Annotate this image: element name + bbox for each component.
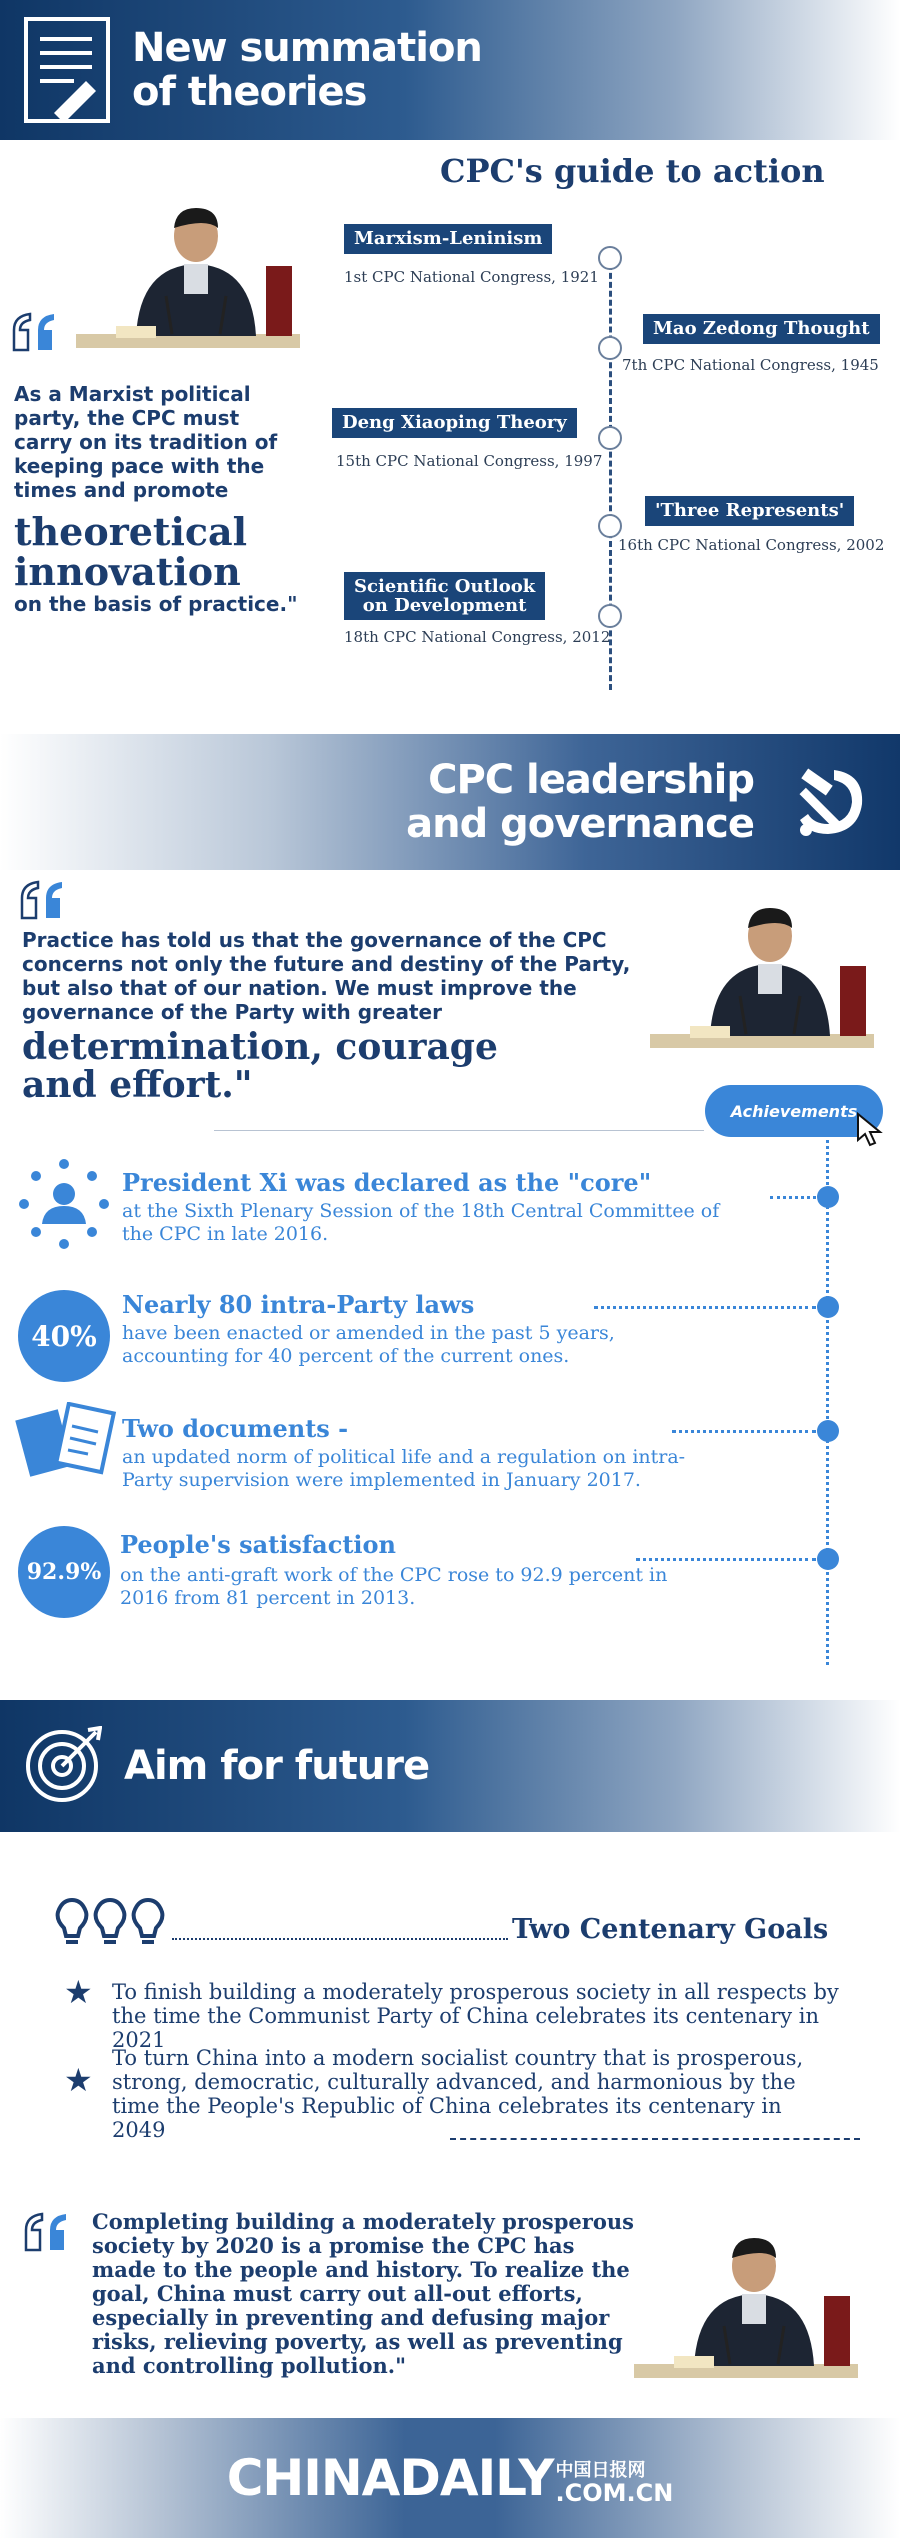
documents-icon (14, 1402, 118, 1480)
timeline-node (598, 604, 622, 628)
achievement-body: an updated norm of political life and a regulation on intra-Party supervision were implemented in January 2017. (122, 1446, 686, 1491)
lightbulb-icons (54, 1898, 174, 1950)
people-core-icon (18, 1158, 110, 1250)
achievement-body: on the anti-graft work of the CPC rose to 92.9 percent in 2016 from 81 percent in 2013. (120, 1564, 668, 1609)
guide-title: CPC's guide to action (440, 152, 825, 190)
achievement-title: Nearly 80 intra-Party laws (122, 1290, 475, 1319)
future-quote: Completing building a moderately prosperous society by 2020 is a promise the CPC has made to the people and history. To realize the goal, China must carry out all-out efforts, especially in preventing and defusing major risks, relieving poverty, as well as preventing and controlling pollution." (92, 2209, 634, 2378)
timeline-label-marxism: Marxism-Leninism (344, 224, 552, 254)
star-icon: ★ (64, 2061, 93, 2099)
section2-title: CPC leadership and governance (406, 757, 754, 847)
governance-quote: Practice has told us that the governance of the CPC concerns not only the future and destiny of the Party, but also that of our nation. We must improve the governance of the Party with greater determination, courage and effort." (22, 928, 631, 1106)
target-icon (22, 1726, 102, 1806)
chinadaily-logo: CHINADAILY 中国日报网 .COM.CN (226, 2449, 674, 2507)
intro-quote: As a Marxist political party, the CPC must carry on its tradition of keeping pace with the times and promote theoretical innovation on the basis of practice." (14, 382, 298, 616)
section3-title: Aim for future (124, 1743, 430, 1789)
achievement-body: at the Sixth Plenary Session of the 18th Central Committee of the CPC in late 2016. (122, 1200, 720, 1245)
timeline-caption: 15th CPC National Congress, 1997 (336, 452, 603, 470)
goal-item: To finish building a moderately prosperous society in all respects by the time the Communist Party of China celebrates its centenary in 2021 (112, 1980, 839, 2052)
timeline-label-deng: Deng Xiaoping Theory (332, 408, 577, 438)
dashed-line (450, 2138, 860, 2140)
connector (672, 1430, 816, 1433)
footer-banner (0, 2418, 900, 2538)
document-icon (24, 17, 110, 123)
timeline-node (598, 246, 622, 270)
timeline-label-three-represents: 'Three Represents' (645, 496, 854, 526)
section3-banner (0, 1700, 900, 1832)
achievement-title: People's satisfaction (120, 1530, 396, 1559)
quote-icon (24, 2212, 72, 2252)
section1-banner (0, 0, 900, 140)
quote-icon (20, 880, 68, 920)
timeline-dot (817, 1296, 839, 1318)
section1-title: New summation of theories (132, 25, 482, 115)
timeline-dot (817, 1186, 839, 1208)
speaker-photo (634, 2226, 858, 2386)
achievement-title: President Xi was declared as the "core" (122, 1168, 652, 1197)
timeline-caption: 16th CPC National Congress, 2002 (618, 536, 885, 554)
achievement-body: have been enacted or amended in the past 5 years, accounting for 40 percent of the current ones. (122, 1322, 615, 1367)
timeline-node (598, 514, 622, 538)
speaker-photo (76, 196, 300, 356)
dotted-line (172, 1938, 508, 1940)
star-icon: ★ (64, 1973, 93, 2011)
timeline-dot (817, 1420, 839, 1442)
goals-title: Two Centenary Goals (512, 1914, 829, 1945)
achievements-line (826, 1140, 829, 1665)
timeline-caption: 18th CPC National Congress, 2012 (344, 628, 611, 646)
achievements-button[interactable]: Achievements (705, 1085, 883, 1137)
section2-banner (0, 734, 900, 870)
timeline-label-scientific-outlook: Scientific Outlook on Development (344, 572, 545, 620)
cursor-icon (856, 1112, 886, 1152)
timeline-dot (817, 1548, 839, 1570)
hammer-sickle-icon (794, 764, 870, 840)
goal-item: To turn China into a modern socialist country that is prosperous, strong, democratic, culturally advanced, and harmonious by the time the People's Republic of China celebrates its centenary in 2049 (112, 2046, 804, 2142)
connector (636, 1558, 816, 1561)
timeline-caption: 7th CPC National Congress, 1945 (622, 356, 879, 374)
timeline-caption: 1st CPC National Congress, 1921 (344, 268, 599, 286)
percent-badge: 40% (18, 1290, 110, 1382)
timeline-node (598, 336, 622, 360)
connector (594, 1306, 816, 1309)
achievement-title: Two documents - (122, 1414, 349, 1443)
percent-badge: 92.9% (18, 1526, 110, 1618)
quote-icon (12, 312, 60, 352)
timeline-label-mao: Mao Zedong Thought (643, 314, 880, 344)
speaker-photo (650, 896, 874, 1056)
timeline-node (598, 426, 622, 450)
divider (214, 1130, 704, 1131)
connector (770, 1196, 816, 1199)
